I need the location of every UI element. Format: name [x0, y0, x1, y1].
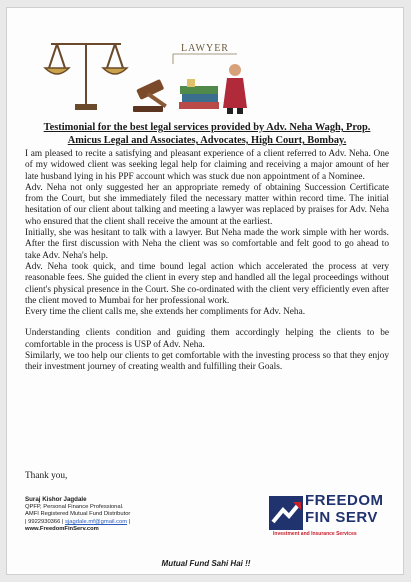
paragraph: Similarly, we too help our clients to get comfortable with the investing process so that they enjoy their investment journey of creating wealth and fulfilling their Goals.: [25, 351, 389, 373]
scales-of-justice-icon: [49, 44, 123, 106]
signature-block: [25, 496, 225, 534]
signer-qualification: QPFP, Personal Finance Professional.: [25, 503, 124, 510]
logo-mark-icon: [269, 496, 303, 530]
lawyer-figure-icon: [223, 64, 247, 114]
signer-email-link[interactable]: sjagdale.mf@gmail.com: [65, 518, 128, 525]
paragraph: Initially, she was hesitant to talk with a lawyer. But Neha made the work simple with her words. After the first discussion with Neha the client was so comfortable and felt good to go ahead to take Adv. Neha's help.: [25, 228, 389, 261]
testimonial-document: [6, 7, 404, 575]
footer-tagline: Mutual Fund Sahi Hai !!: [161, 559, 251, 568]
logo-tagline: Investment and Insurance Services: [273, 531, 357, 537]
logo-text-line-1: FREEDOM: [305, 492, 384, 509]
signer-phone: | 9922930366 |: [25, 518, 64, 525]
heading-line-2: Amicus Legal and Associates, Advocates, High Court, Bombay.: [67, 135, 347, 146]
signer-website-link[interactable]: www.FreedomFinServ.com: [25, 526, 99, 533]
logo-text-line-2: FIN SERV: [305, 509, 378, 526]
paragraph: Adv. Neha not only suggested her an appropriate remedy of obtaining Succession Certificate from the Court, but she immediately filed the necessary matter within record time. The initial hesitation of our client about talking and meeting a lawyer was replaced by praises for Adv. Neha who ensured that the client shall receive the amount at the earliest.: [25, 182, 389, 227]
heading-line-1: Testimonial for the best legal services provided by Adv. Neha Wagh, Prop.: [43, 122, 371, 133]
paragraph: Every time the client calls me, she extends her compliments for Adv. Neha.: [25, 307, 306, 318]
gavel-icon: [133, 79, 167, 112]
signer-name: Suraj Kishor Jagdale: [25, 496, 87, 503]
freedom-fin-serv-logo: [269, 492, 389, 542]
contact-separator: |: [128, 518, 131, 525]
books-icon: [179, 79, 219, 109]
banner-label: LAWYER: [181, 43, 229, 54]
paragraph: I am pleased to recite a satisfying and pleasant experience of a client referred to Adv. Neha. One of my widowed client was seeking legal help for claiming and receiving a major amount of her late husband lying in his PPF account which was stuck due non appointment of a Nominee.: [25, 149, 389, 182]
signer-registration: AMFI Registered Mutual Fund Distributor: [25, 511, 131, 518]
testimonial-heading: [19, 121, 395, 147]
paragraph: Adv. Neha took quick, and time bound legal action which accelerated the process at very reasonable fees. She guided the client in every step and handled all the legal proceedings without client's physical presence in the Court. She co-ordinated with the client very efficiently even after the client moved to Mumbai for her professional work.: [25, 261, 389, 306]
paragraph: Understanding clients condition and guiding them accordingly helping the clients to be comfortable in the process is USP of Adv. Neha.: [25, 328, 389, 350]
signer-contact: [25, 519, 225, 527]
closing-thanks: Thank you,: [25, 471, 68, 481]
testimonial-body: [25, 149, 389, 374]
